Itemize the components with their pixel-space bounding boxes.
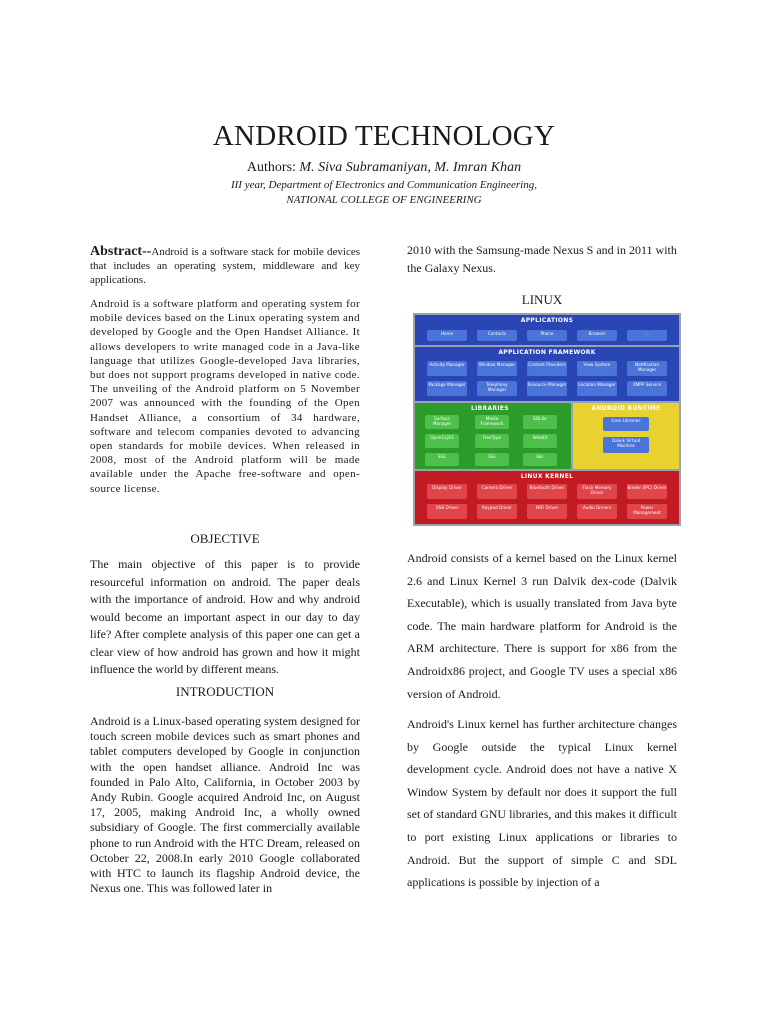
- app-box: Contacts: [477, 330, 517, 341]
- framework-box: Notification Manager: [627, 361, 667, 376]
- app-box: ...: [627, 330, 667, 341]
- app-box: Home: [427, 330, 467, 341]
- app-box: Phone: [527, 330, 567, 341]
- objective-heading: OBJECTIVE: [190, 531, 260, 546]
- kernel-box: USB Driver: [427, 504, 467, 519]
- library-box: Surface Manager: [425, 415, 459, 429]
- linux-paragraph-1: Android consists of a kernel based on the Linux kernel 2.6 and Linux Kernel 3 run Dalvik dex-code (Dalvik Executable), which is usually translated from Java byte code. The main hardware platform for Android is the ARM architecture. There is support for x86 from the Androidx86 project, and Google TV uses a special x86 version of Android.: [407, 551, 677, 701]
- framework-layer: [415, 347, 679, 401]
- abstract-intro: [90, 245, 360, 287]
- paper-title: ANDROID TECHNOLOGY: [212, 120, 556, 152]
- library-box: SGL: [425, 453, 459, 466]
- kernel-box: Flash Memory Driver: [577, 484, 617, 499]
- linux-paragraph-2: Android's Linux kernel has further architecture changes by Google outside the typical Linux kernel development cycle. Android does not have a native X Window System by default nor does it support the full set of standard GNU libraries, and this makes it difficult to port existing Linux applications or libraries to Android. But the support of simple C and SDL applications is possible by injection of a: [407, 717, 677, 890]
- kernel-layer: [415, 471, 679, 524]
- library-box: libc: [523, 453, 557, 466]
- kernel-box: Camera Driver: [477, 484, 517, 499]
- framework-box: Resource Manager: [527, 381, 567, 396]
- library-box: SQLite: [523, 415, 557, 429]
- applications-layer: [415, 315, 679, 345]
- framework-box: Content Providers: [527, 361, 567, 376]
- kernel-layer-label: LINUX KERNEL: [520, 473, 574, 480]
- framework-box: XMPP Service: [627, 381, 667, 396]
- affiliation-department: III year, Department of Electronics and Communication Engineering,: [230, 179, 537, 191]
- framework-box: View System: [577, 361, 617, 376]
- introduction-heading: INTRODUCTION: [175, 684, 275, 699]
- abstract-text: Android is a software stack for mobile devices that includes an operating system, middleware and key applications.: [90, 246, 360, 286]
- introduction-body: Android is a Linux-based operating system designed for touch screen mobile devices such as smart phones and tablet computers developed by Google in conjunction with the open handset alliance. Android Inc was founded in Palo Alto, California, in October 2003 by Andy Rubin. Google acquired Android Inc, on August 17, 2005, making Android Inc, a wholly owned subsidiary of Google. The first commercially available phone to run Android with the HTC Dream, released on October 22, 2008.In early 2010 Google collaborated with HTC to launch its flagship Android device, the Nexus one. This was followed later in: [90, 714, 360, 896]
- runtime-layer-label: ANDROID RUNTIME: [591, 405, 661, 412]
- objective-body: The main objective of this paper is to provide resourceful information on android. The paper deals with the importance of android. How and why android would become an important aspect in our day to day life? After complete analysis of this paper one can get a clear view of how android has grown and how it might influence the world by different means.: [90, 557, 360, 676]
- kernel-box: Binder (IPC) Driver: [627, 484, 667, 499]
- android-architecture-diagram: [413, 313, 681, 526]
- framework-box: Location Manager: [577, 381, 617, 396]
- affiliation: [0, 178, 768, 208]
- author-names: M. Siva Subramaniyan, M. Imran Khan: [299, 160, 522, 175]
- linux-heading: LINUX: [521, 292, 563, 307]
- kernel-box: Display Driver: [427, 484, 467, 499]
- affiliation-college: NATIONAL COLLEGE OF ENGINEERING: [286, 194, 482, 206]
- app-box: Browser: [577, 330, 617, 341]
- kernel-box: Bluetooth Driver: [527, 484, 567, 499]
- libraries-layer-label: LIBRARIES: [471, 405, 509, 412]
- runtime-box: Core Libraries: [603, 417, 649, 431]
- framework-box: Window Manager: [477, 361, 517, 376]
- runtime-layer: [573, 403, 679, 469]
- framework-box: Activity Manager: [427, 361, 467, 376]
- kernel-box: Audio Drivers: [577, 504, 617, 519]
- abstract-lead: Abstract--: [90, 244, 152, 259]
- library-box: WebKit: [523, 434, 557, 448]
- applications-layer-label: APPLICATIONS: [520, 317, 574, 324]
- library-box: OpenGL|ES: [425, 434, 459, 448]
- framework-layer-label: APPLICATION FRAMEWORK: [498, 349, 596, 356]
- kernel-box: WiFi Driver: [527, 504, 567, 519]
- framework-box: Package Manager: [427, 381, 467, 396]
- library-box: Media Framework: [475, 415, 509, 429]
- introduction-continuation: 2010 with the Samsung-made Nexus S and in 2011 with the Galaxy Nexus.: [407, 243, 677, 275]
- runtime-box: Dalvik Virtual Machine: [603, 437, 649, 453]
- kernel-box: Power Management: [627, 504, 667, 519]
- library-box: SSL: [475, 453, 509, 466]
- abstract-body: Android is a software platform and operating system for mobile devices based on the Linux operating system and developed by Google and the Open Handset Alliance. It allows developers to write managed code in a Java-like language that utilizes Google-developed Java libraries, but does not support programs developed in native code. The unveiling of the Android platform on 5 November 2007 was announced with the founding of the Open Handset Alliance, a consortium of 34 hardware, software and telecom companies devoted to advancing open standards for mobile devices. When released in 2008, most of the Android platform will be made available under the Apache free-software and open-source license.: [90, 298, 360, 495]
- libraries-layer: [415, 403, 571, 469]
- library-box: FreeType: [475, 434, 509, 448]
- framework-box: Telephony Manager: [477, 381, 517, 396]
- authors-line: [0, 160, 768, 176]
- kernel-box: Keypad Driver: [477, 504, 517, 519]
- authors-prefix: Authors:: [246, 160, 296, 175]
